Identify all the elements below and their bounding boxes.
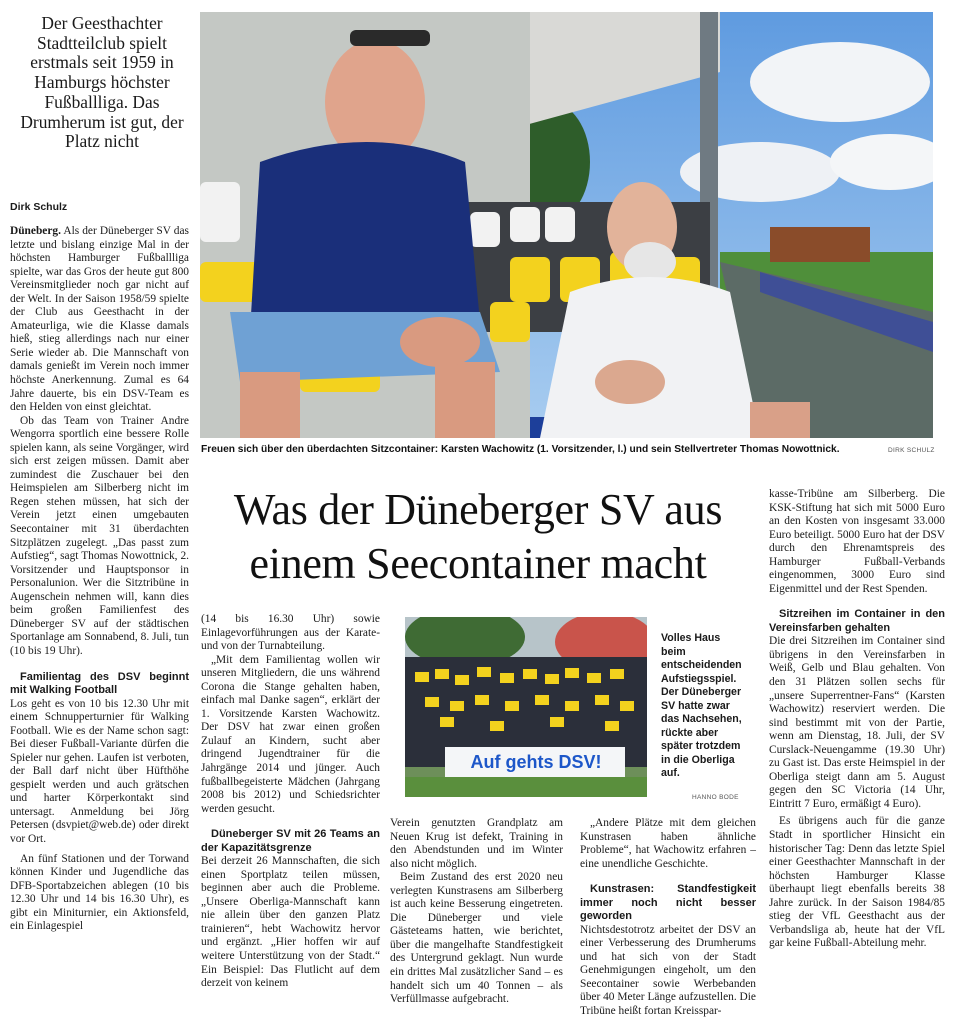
small-photo-banner: Auf gehts DSV! xyxy=(470,752,602,772)
col5-paragraph-3: Es übrigens auch für die ganze Stadt in sportlicher Hinsicht ein historischer Tag: Denn das letzte Spiel einer Geesthachter Mannschaft in der höchsten Hamburger Klasse überhaupt liegt ebenfalls bereits 38 Jahre zurück. In der Saison 1984/85 stieg der VfL Geesthacht aus der Verbandsliga ab, heute hat der VfL gar keine Fußball-Abteilung mehr. xyxy=(769,815,945,950)
column-1 xyxy=(10,225,189,934)
small-photo-caption: Volles Haus beim entscheidenden Aufstiegsspiel. Der Düneberger SV hatte zwar das Nachsehen, rückte aber später trotzdem in die Oberliga auf. xyxy=(661,632,742,779)
col2-paragraph-2: „Mit dem Familientag wollen wir unseren Mitgliedern, die uns während Corona die Stange gehalten haben, einfach mal Danke sagen“, erklärt der 1. Vorsitzende Karsten Wachowitz. Der DSV hat zwar einen großen Zulauf an Kindern, sucht aber dringend Jugendtrainer für die Jahrgänge 2014 und jünger. Auch fußballbegeisterte Mädchen (Jahrgang 2008 bis 2012) und Schiedsrichter werden gesucht. xyxy=(201,653,380,815)
col5-paragraph-2: Die drei Sitzreihen im Container sind übrigens in den Vereinsfarben in Weiß, Gelb und Blau gehalten. Von den 31 Plätzen sollen sechs für „unsere Superrentner-Fans“ (Karsten Wachowitz) reserviert werden. Die sind bestimmt mit von der Partie, wenn am Dienstag, 18. Juli, der SV Curslack-Neuengamme (19.30 Uhr) zu Gast ist. Das erste Heimspiel in der Oberliga steigt dann am 5. August gegen den SC Victoria (14 Uhr, Eintritt 7 Euro, ermäßigt 4 Euro). xyxy=(769,635,945,810)
small-photo xyxy=(405,617,647,797)
col4-paragraph-2: Nichtsdestotrotz arbeitet der DSV an einer Verbesserung des Drumherums und hat sich von der Stadt Genehmigungen eingeholt, um den Seecontainer sowie Werbebanden über 40 Meter Länge aufzustellen. Die Tribüne heißt fortan Kreisspar- xyxy=(580,923,756,1017)
col5-paragraph-1: kasse-Tribüne am Silberberg. Die KSK-Stiftung hat sich mit 5000 Euro an den Kosten von insgesamt 33.000 Euro beteiligt. 5000 Euro hat der DSV durch den Ehrenamtspreis des Hamburger Fußball-Verbands eingenommen, 3000 Euro sind Eigenmittel und der Rest Spenden. xyxy=(769,488,945,595)
small-photo-credit: HANNO BODE xyxy=(692,794,739,801)
article-kicker: Der Geesthachter Stadtteilclub spielt erstmals seit 1959 in Hamburgs höchster Fußballliga. Das Drumherum ist gut, der Platz nicht xyxy=(20,13,184,152)
byline: Dirk Schulz xyxy=(10,201,68,213)
column-2 xyxy=(201,613,380,991)
col3-paragraph-1: Verein genutzten Grandplatz am Neuen Krug ist defekt, Training in den Abendstunden und im Winter also nicht möglich. xyxy=(390,817,563,870)
column-4 xyxy=(580,817,756,1019)
main-photo-caption: Freuen sich über den überdachten Sitzcontainer: Karsten Wachowitz (1. Vorsitzender, l.) und sein Stellvertreter Thomas Nowottnick. xyxy=(201,444,840,455)
col5-subheading: Sitzreihen im Container in den Vereinsfarben gehalten xyxy=(769,608,945,634)
col2-paragraph-3: Bei derzeit 26 Mannschaften, die sich einen Sportplatz teilen müssen, beginnen aber auch die Probleme. „Unsere Oberliga-Mannschaft kann nie allein über den ganzen Platz trainieren“, hebt Wachowitz hervor und ergänzt. „Hier hoffen wir auf weitere Unterstützung von der Stadt.“ Ein Beispiel: Das Flutlicht auf dem derzeit von keinem xyxy=(201,855,380,990)
column-5 xyxy=(769,488,945,951)
col1-subheading: Familientag des DSV beginnt mit Walking Football xyxy=(10,670,189,696)
main-photo-credit: DIRK SCHULZ xyxy=(888,447,935,454)
col2-paragraph-1: (14 bis 16.30 Uhr) sowie Einlagevorführungen aus der Karate- und von der Turnabteilung. xyxy=(201,613,380,653)
col2-subheading: Düneberger SV mit 26 Teams an der Kapazitätsgrenze xyxy=(201,828,380,854)
dateline: Düneberg. xyxy=(10,225,61,237)
headline-line-2: einem Seecontainer macht xyxy=(249,539,707,588)
main-photo xyxy=(200,12,933,438)
main-photo-illustration xyxy=(200,12,933,438)
col1-paragraph-2: Ob das Team von Trainer Andre Wengorra sportlich eine bessere Rolle spielen kann, als seine Vorgänger, wird sich erst zeigen müssen. Damit aber zumindest die Zuschauer bei den Heimspielen am Silberberg nicht im Regen stehen müssen, hat sich der Verein jetzt einen umgebauten Seecontainer mit 31 überdachten Sitzplätzen zugelegt. „Das passt zum Aufstieg“, sagt Thomas Nowottnick, 2. Vorsitzender und Hauptsponsor in Personalunion. Wer die Sitztribüne in Augenschein nehmen will, kann dies beim großen Familienfest des Düneberger SV auf der städtischen Sportanlage am Sonnabend, 8. Juli, tun (10 bis 19 Uhr). xyxy=(10,414,189,657)
col4-subheading: Kunstrasen: Standfestigkeit immer noch nicht besser geworden xyxy=(580,883,756,923)
column-3 xyxy=(390,817,563,1007)
col4-paragraph-1: „Andere Plätze mit dem gleichen Kunstrasen haben ähnliche Probleme“, hat Wachowitz erfahren – eine unendliche Geschichte. xyxy=(580,817,756,870)
col1-paragraph-4: An fünf Stationen und der Torwand können Kinder und Jugendliche das DFB-Sportabzeichen ablegen (10 bis 12.30 Uhr und 14 bis 16.30 Uhr), es gibt ein Miniturnier, ein Aktionsfeld, ein Einlagespiel xyxy=(10,852,189,933)
headline-line-1: Was der Düneberger SV aus xyxy=(233,485,723,534)
col3-paragraph-2: Beim Zustand des erst 2020 neu verlegten Kunstrasens am Silberberg ist auch keine Besserung eingetreten. Die Düneberger und viele Gästeteams hatten, wie berichtet, über die mangelhafte Standfestigkeit des Untergrund geklagt. Nun wurde ein drittes Mal zusätzlicher Sand – es handelt sich um 40 Tonnen – als Verfüllmasse aufgebracht. xyxy=(390,871,563,1006)
col1-paragraph-3: Los geht es von 10 bis 12.30 Uhr mit einem Schnupperturnier für Walking Football. Wie es der Name schon sagt: Bei dieser Fußball-Variante dürfen die Spieler nur gehen. Laufen ist verboten, der Ball darf nicht über Hüfthöhe gespielt werden und auch grätschen und harter Körperkontakt sind untersagt. Anmeldung bei Jörg Petersen (dsvpiet@web.de) oder direkt vor Ort. xyxy=(10,697,189,845)
col1-paragraph-1: Als der Düneberger SV das letzte und bislang einzige Mal in der höchsten Hamburger Fußballliga spielte, war das Gros der heute gut 800 Vereinsmitglieder noch gar nicht auf der Welt. In der Saison 1958/59 spielte der Club aus Geesthacht in der Amateurliga, wie die Klasse damals hieß, stieg allerdings nach nur einer Serie wieder ab. Die Mannschaft von damals genießt im Verein noch immer höchste Anerkennung. Zumal es 64 Jahre dauerte, bis ein DSV-Team es den Helden von einst gleichtat. xyxy=(10,225,189,414)
